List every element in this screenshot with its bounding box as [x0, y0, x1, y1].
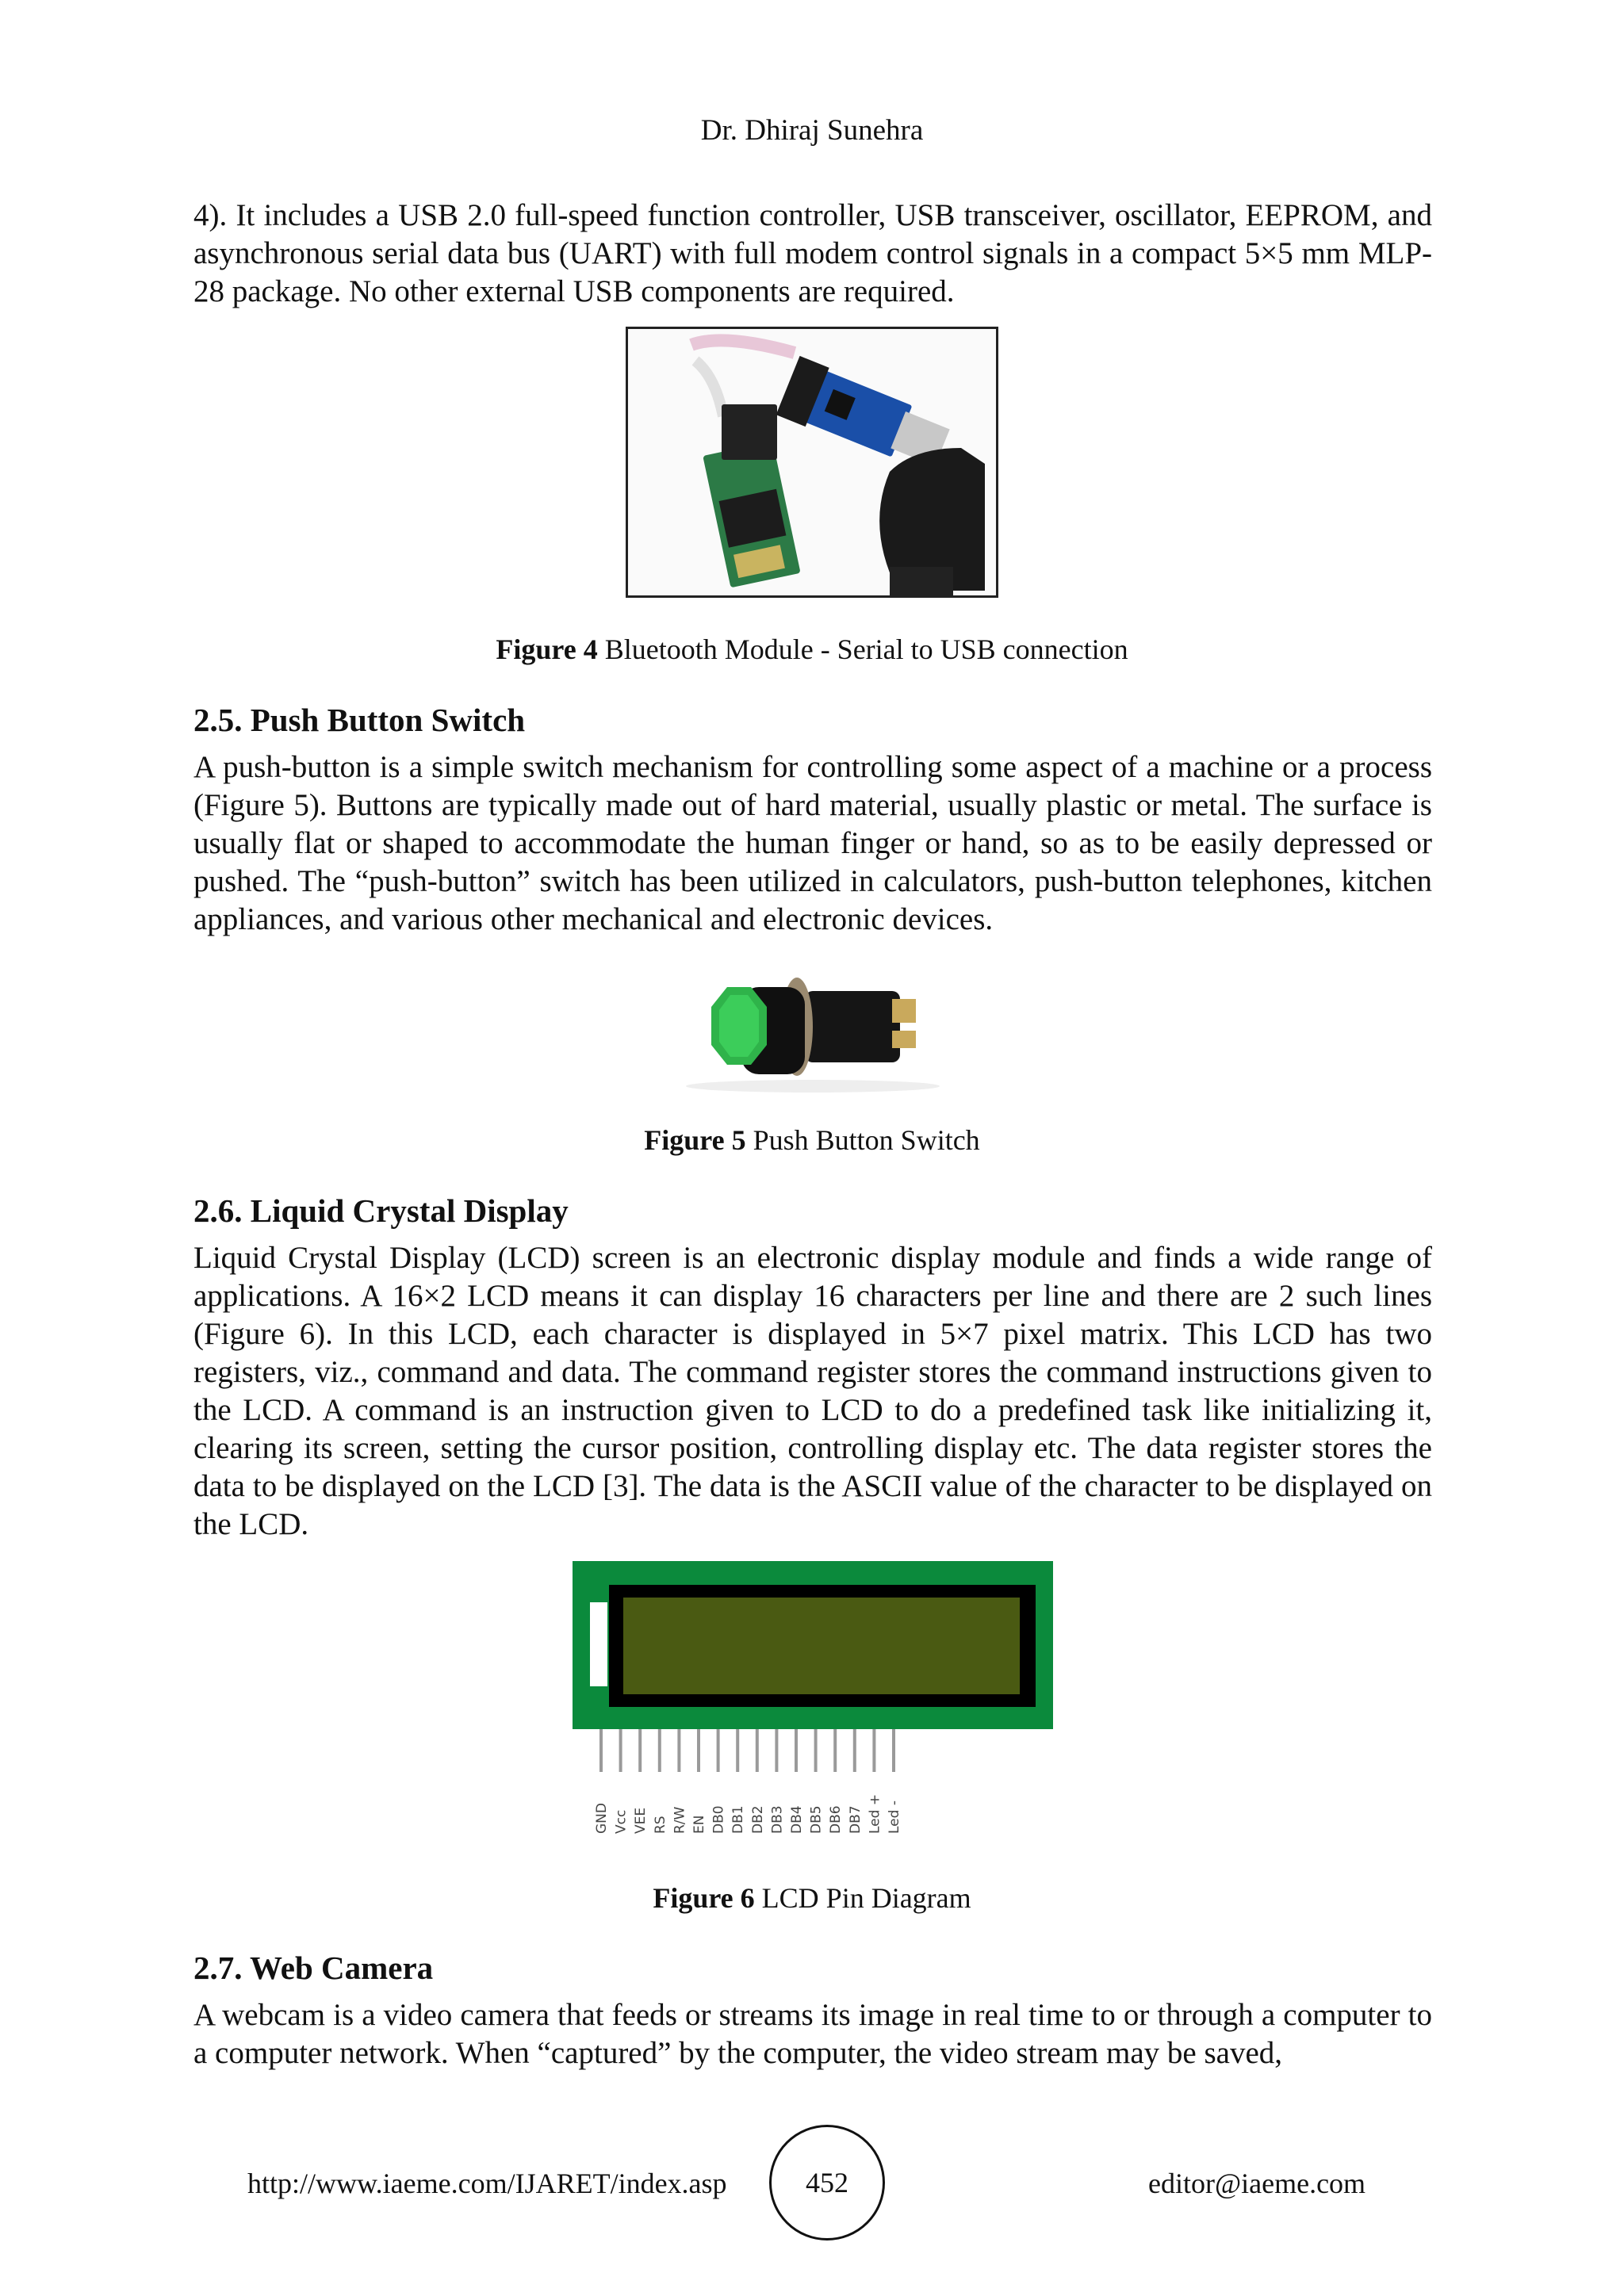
lcd-pin-5 [677, 1729, 680, 1772]
footer-url-link[interactable]: http://www.iaeme.com/IJARET/index.asp [247, 2168, 727, 2199]
lcd-pin-10 [775, 1729, 778, 1772]
lcd-pin-2 [619, 1729, 622, 1772]
page-number [769, 2125, 885, 2241]
lcd-pin-11 [795, 1729, 798, 1772]
figure-4-image [626, 327, 998, 598]
figure-6-caption [0, 1881, 1624, 1915]
lcd-pin-16 [892, 1729, 895, 1772]
lcd-backlight-tab [590, 1602, 607, 1686]
figure-6-image [571, 1561, 1055, 1839]
figure-4-label: Figure 4 [496, 633, 598, 665]
lcd-pin-diagram [571, 1561, 1055, 1839]
lcd-pin-1 [599, 1729, 603, 1772]
lcd-pin-label: DB3 [769, 1805, 786, 1834]
lcd-pin-label: DB0 [710, 1805, 727, 1834]
lcd-pin-label: GND [594, 1803, 610, 1834]
lcd-pin-6 [697, 1729, 700, 1772]
figure-6-caption-text: LCD Pin Diagram [754, 1882, 971, 1914]
lcd-pin-15 [872, 1729, 875, 1772]
lcd-pin-label: DB4 [789, 1805, 805, 1834]
push-button-illustration [662, 951, 963, 1094]
lcd-pin-8 [736, 1729, 739, 1772]
lcd-pin-label: DB6 [828, 1805, 845, 1834]
section-text-webcam: A webcam is a video camera that feeds or streams its image in real time to or through a computer to a computer network. When “captured” by the computer, the video stream may be saved, [193, 1998, 1432, 2070]
figure-6-label: Figure 6 [653, 1882, 755, 1914]
lcd-pin-3 [638, 1729, 642, 1772]
section-text-lcd: Liquid Crystal Display (LCD) screen is an electronic display module and finds a wide range of applications. A 16×2 LCD means it can display 16 characters per line and there are 2 such lines (Figure 6). In this LCD, each character is displayed in 5×7 pixel matrix. This LCD has two registers, viz., command and data. The command register stores the command instructions given to the LCD. A command is an instruction given to LCD to do a predefined task like initializing it, clearing its screen, setting the cursor position, controlling display etc. The data register stores the data to be displayed on the LCD [3]. The data is the ASCII value of the character to be displayed on the LCD. [193, 1241, 1432, 1541]
lcd-pin-label: Vcc [613, 1809, 630, 1834]
section-heading-webcam: 2.7. Web Camera [193, 1950, 434, 1986]
lcd-pin-label: DB7 [847, 1805, 864, 1834]
bluetooth-usb-illustration [628, 329, 996, 595]
section-heading-lcd: 2.6. Liquid Crystal Display [193, 1192, 569, 1229]
lcd-pin-4 [658, 1729, 661, 1772]
lcd-screen [623, 1598, 1020, 1694]
lcd-pin-14 [853, 1729, 856, 1772]
lcd-pins [594, 1729, 902, 1834]
lcd-pin-9 [756, 1729, 759, 1772]
figure-5-image [662, 951, 963, 1094]
intro-paragraph: 4). It includes a USB 2.0 full-speed function controller, USB transceiver, oscillator, EEPROM, and asynchronous serial data bus (UART) with full modem control signals in a compact 5×5 mm MLP-28 package. No other external USB components are required. [193, 198, 1432, 308]
section-text-push-button: A push-button is a simple switch mechanism for controlling some aspect of a machine or a process (Figure 5). Buttons are typically made out of hard material, usually plastic or metal. The surface is usually flat or shaped to accommodate the human finger or hand, so as to be easily depressed or pushed. The “push-button” switch has been utilized in calculators, push-button telephones, kitchen appliances, and various other mechanical and electronic devices. [193, 750, 1432, 936]
figure-4-caption [0, 633, 1624, 666]
running-header: Dr. Dhiraj Sunehra [700, 114, 924, 147]
figure-5-caption-text: Push Button Switch [745, 1124, 980, 1156]
lcd-pin-12 [814, 1729, 818, 1772]
lcd-pin-label: Led + [867, 1793, 883, 1834]
lcd-pin-13 [833, 1729, 837, 1772]
lcd-pin-label: Led - [887, 1800, 902, 1834]
page-number-text: 452 [806, 2167, 848, 2198]
lcd-pin-label: R/W [672, 1806, 688, 1834]
figure-5-label: Figure 5 [644, 1124, 746, 1156]
figure-4-caption-text: Bluetooth Module - Serial to USB connection [597, 633, 1128, 665]
section-heading-push-button: 2.5. Push Button Switch [193, 702, 526, 738]
lcd-pin-label: DB1 [730, 1805, 747, 1834]
figure-5-caption [0, 1123, 1624, 1157]
lcd-pin-label: VEE [633, 1807, 649, 1834]
footer-email-link[interactable]: editor@iaeme.com [1148, 2168, 1366, 2199]
lcd-pin-label: DB5 [808, 1805, 825, 1834]
lcd-pin-label: EN [691, 1815, 707, 1834]
lcd-pin-7 [717, 1729, 720, 1772]
lcd-pin-label: RS [652, 1816, 668, 1834]
lcd-pin-label: DB2 [749, 1805, 766, 1834]
